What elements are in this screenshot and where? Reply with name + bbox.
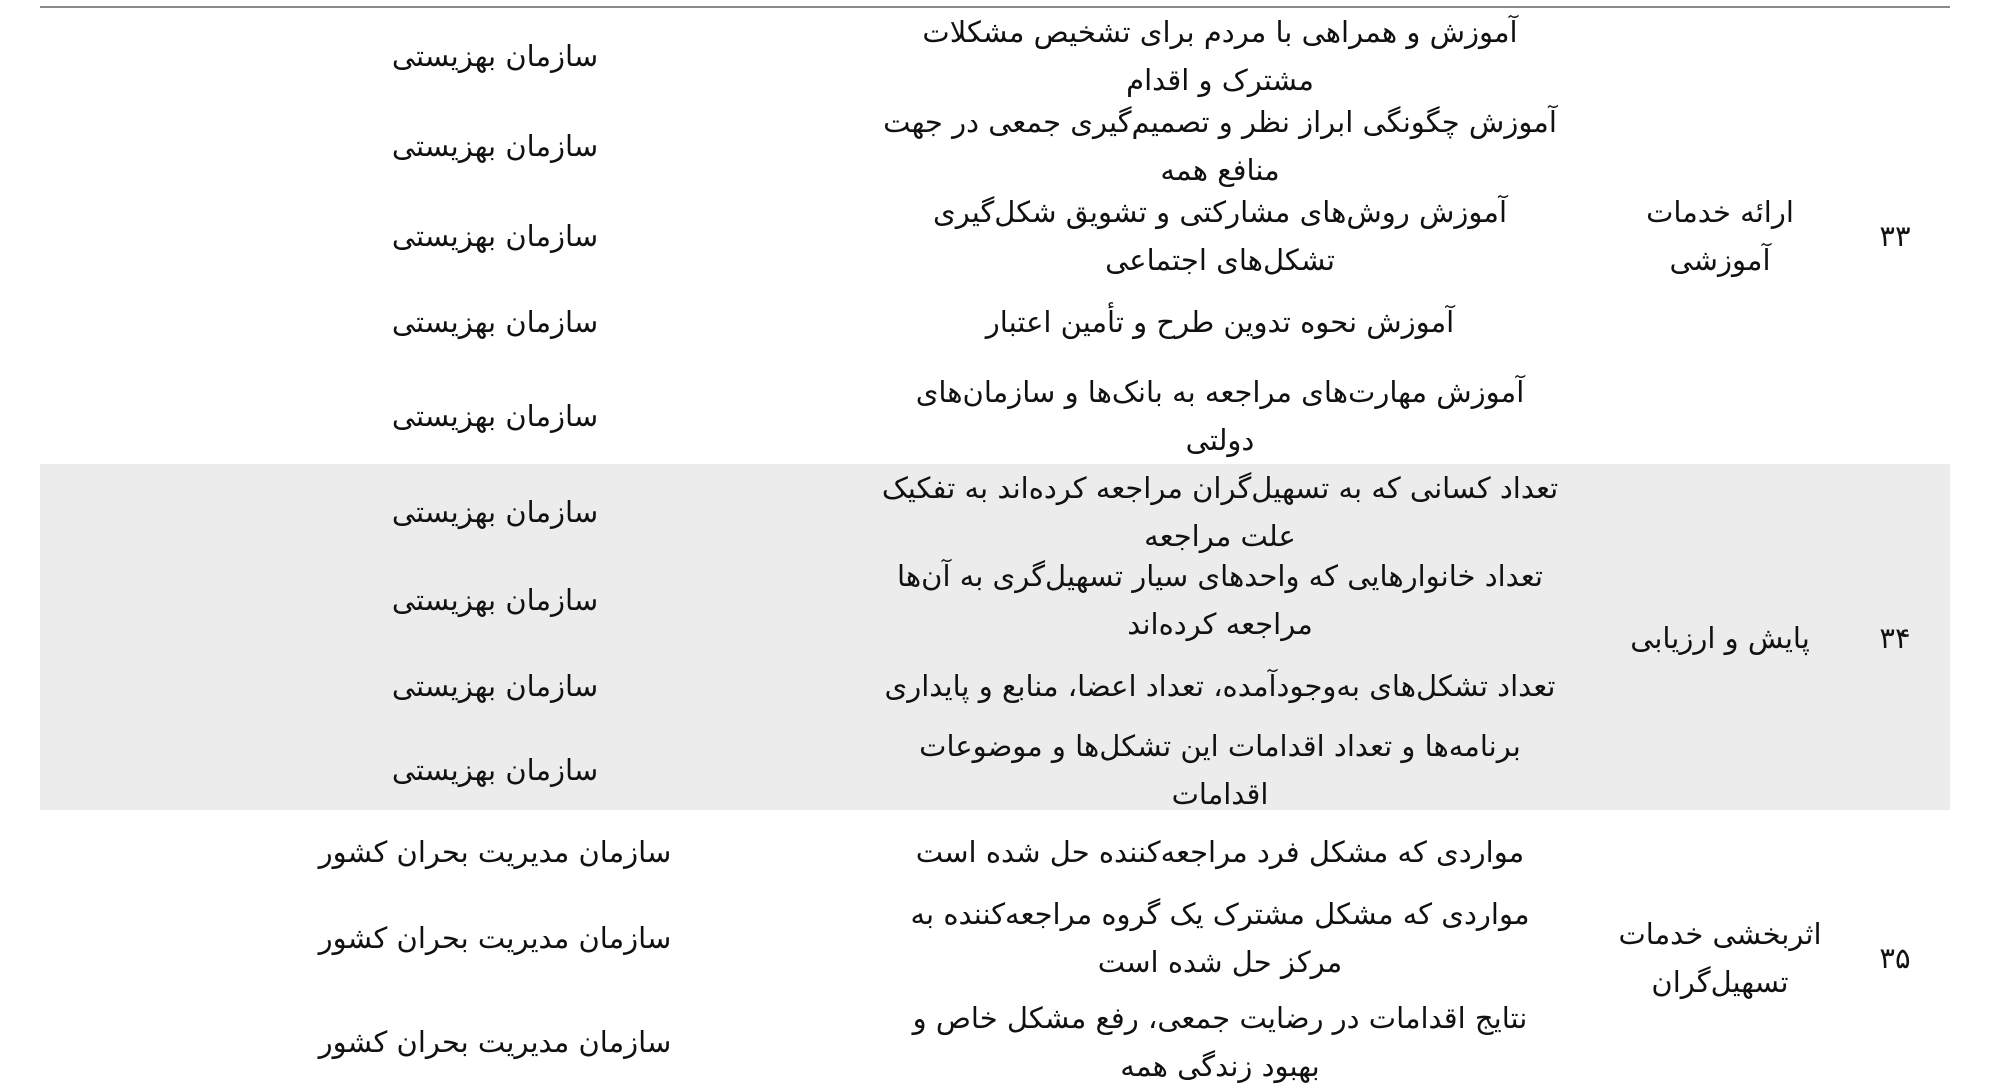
indicator-cell: تعداد کسانی که به تسهیل‌گران مراجعه کرده‌اند به تفکیک علت مراجعه [881, 471, 1559, 553]
organization-cell: سازمان بهزیستی [391, 39, 599, 73]
organization-cell: سازمان بهزیستی [391, 399, 599, 433]
organization-cell: سازمان بهزیستی [391, 669, 599, 703]
indicator-cell: آموزش مهارت‌های مراجعه به بانک‌ها و سازمان‌های دولتی [915, 375, 1525, 457]
topic-cell: پایش و ارزیابی [1630, 621, 1810, 655]
organization-cell: سازمان بهزیستی [391, 495, 599, 529]
indicator-cell: تعداد خانوارهایی که واحدهای سیار تسهیل‌گری به آن‌ها مراجعه کرده‌اند [897, 559, 1543, 641]
table-group-35 [40, 810, 1950, 1088]
indicator-cell: آموزش و همراهی با مردم برای تشخیص مشکلات مشترک و اقدام [922, 15, 1518, 97]
organization-cell: سازمان مدیریت بحران کشور [318, 1025, 672, 1059]
indicator-cell: آموزش نحوه تدوین طرح و تأمین اعتبار [985, 305, 1455, 339]
indicator-cell: آموزش چگونگی ابراز نظر و تصمیم‌گیری جمعی در جهت منافع همه [883, 105, 1557, 187]
organization-cell: سازمان بهزیستی [391, 753, 599, 787]
indicator-cell: برنامه‌ها و تعداد اقدامات این تشکل‌ها و موضوعات اقدامات [919, 729, 1521, 811]
organization-cell: سازمان بهزیستی [391, 305, 599, 339]
table-group-33 [40, 8, 1950, 464]
organization-cell: سازمان بهزیستی [391, 129, 599, 163]
organization-cell: سازمان بهزیستی [391, 583, 599, 617]
indicator-cell: آموزش روش‌های مشارکتی و تشویق شکل‌گیری تشکل‌های اجتماعی [933, 195, 1507, 277]
organization-cell: سازمان مدیریت بحران کشور [318, 921, 672, 955]
indicator-cell: نتایج اقدامات در رضایت جمعی، رفع مشکل خاص و بهبود زندگی همه [912, 1001, 1528, 1083]
organization-cell: سازمان مدیریت بحران کشور [318, 835, 672, 869]
indicator-cell: مواردی که مشکل مشترک یک گروه مراجعه‌کننده به مرکز حل شده است [910, 897, 1530, 979]
topic-cell: ارائه خدمات آموزشی [1646, 195, 1794, 277]
row-number: ۳۵ [1879, 941, 1911, 975]
organization-cell: سازمان بهزیستی [391, 219, 599, 253]
topic-cell: اثربخشی خدمات تسهیل‌گران [1618, 917, 1822, 999]
indicator-cell: تعداد تشکل‌های به‌وجودآمده، تعداد اعضا، منابع و پایداری [884, 669, 1556, 703]
row-number: ۳۳ [1879, 219, 1911, 253]
table-group-34 [40, 464, 1950, 810]
row-number: ۳۴ [1879, 621, 1911, 655]
indicator-cell: مواردی که مشکل فرد مراجعه‌کننده حل شده است [915, 835, 1525, 869]
